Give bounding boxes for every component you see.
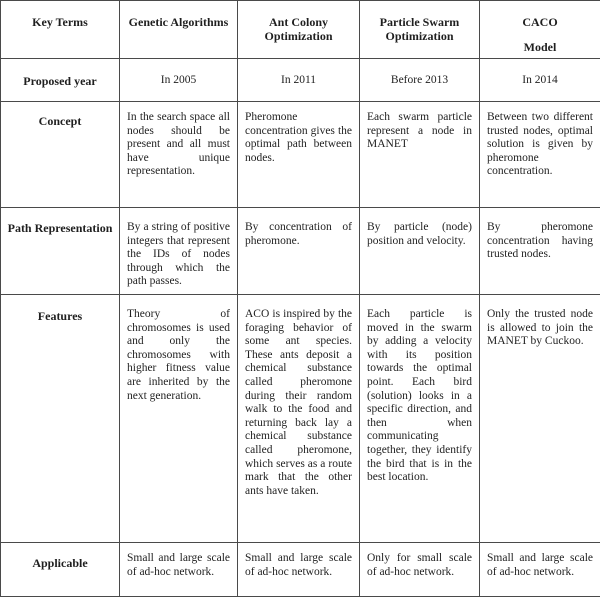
cell-path-genetic-algorithms: By a string of positive integers that represent the IDs of nodes through which the path passes. [120,208,238,295]
cell-concept-genetic-algorithms: In the search space all nodes should be present and all must have unique representation. [120,102,238,208]
cell-applicable-caco: Small and large scale of ad-hoc network. [480,543,600,597]
row-label-applicable: Applicable [1,543,120,597]
header-ant-colony-optimization: Ant Colony Optimization [238,1,360,59]
cell-applicable-genetic-algorithms: Small and large scale of ad-hoc network. [120,543,238,597]
cell-proposed-year-ant-colony: In 2011 [238,59,360,102]
row-proposed-year [1,59,600,102]
cell-proposed-year-caco: In 2014 [480,59,600,102]
header-caco-model [480,1,600,59]
header-key-terms: Key Terms [1,1,120,59]
cell-concept-ant-colony: Pheromone concentration gives the optimal path between nodes. [238,102,360,208]
cell-path-ant-colony: By concentration of pheromone. [238,208,360,295]
cell-proposed-year-particle-swarm: Before 2013 [360,59,480,102]
cell-features-genetic-algorithms: Theory of chromosomes is used and only the chromosomes with higher fitness value are inherited by the next generation. [120,295,238,543]
cell-features-particle-swarm: Each particle is moved in the swarm by adding a velocity with its position towards the optimal point. Each bird (solution) looks in a specific direction, and then when communicating together, they identify the bird that is in the best location. [360,295,480,543]
cell-path-particle-swarm: By particle (node) position and velocity. [360,208,480,295]
header-caco-line1: CACO [484,15,596,29]
cell-features-caco: Only the trusted node is allowed to join the MANET by Cuckoo. [480,295,600,543]
header-caco-line2: Model [484,40,596,54]
cell-proposed-year-genetic-algorithms: In 2005 [120,59,238,102]
cell-concept-particle-swarm: Each swarm particle represent a node in MANET [360,102,480,208]
row-label-path-representation: Path Representation [1,208,120,295]
cell-features-ant-colony: ACO is inspired by the foraging behavior of some ant species. These ants deposit a chemical substance called pheromone during their random walk to the food and returning back lay a chemical substance called pheromone, which serves as a route mark that the other ants have taken. [238,295,360,543]
row-label-proposed-year: Proposed year [1,59,120,102]
cell-applicable-particle-swarm: Only for small scale of ad-hoc network. [360,543,480,597]
row-label-features: Features [1,295,120,543]
row-path-representation [1,208,600,295]
row-features [1,295,600,543]
table-header-row [1,1,600,59]
row-applicable [1,543,600,597]
row-concept [1,102,600,208]
cell-path-caco: By pheromone concentration having trusted nodes. [480,208,600,295]
cell-applicable-ant-colony: Small and large scale of ad-hoc network. [238,543,360,597]
row-label-concept: Concept [1,102,120,208]
header-genetic-algorithms: Genetic Algorithms [120,1,238,59]
header-particle-swarm-optimization: Particle Swarm Optimization [360,1,480,59]
cell-concept-caco: Between two different trusted nodes, optimal solution is given by pheromone concentration. [480,102,600,208]
